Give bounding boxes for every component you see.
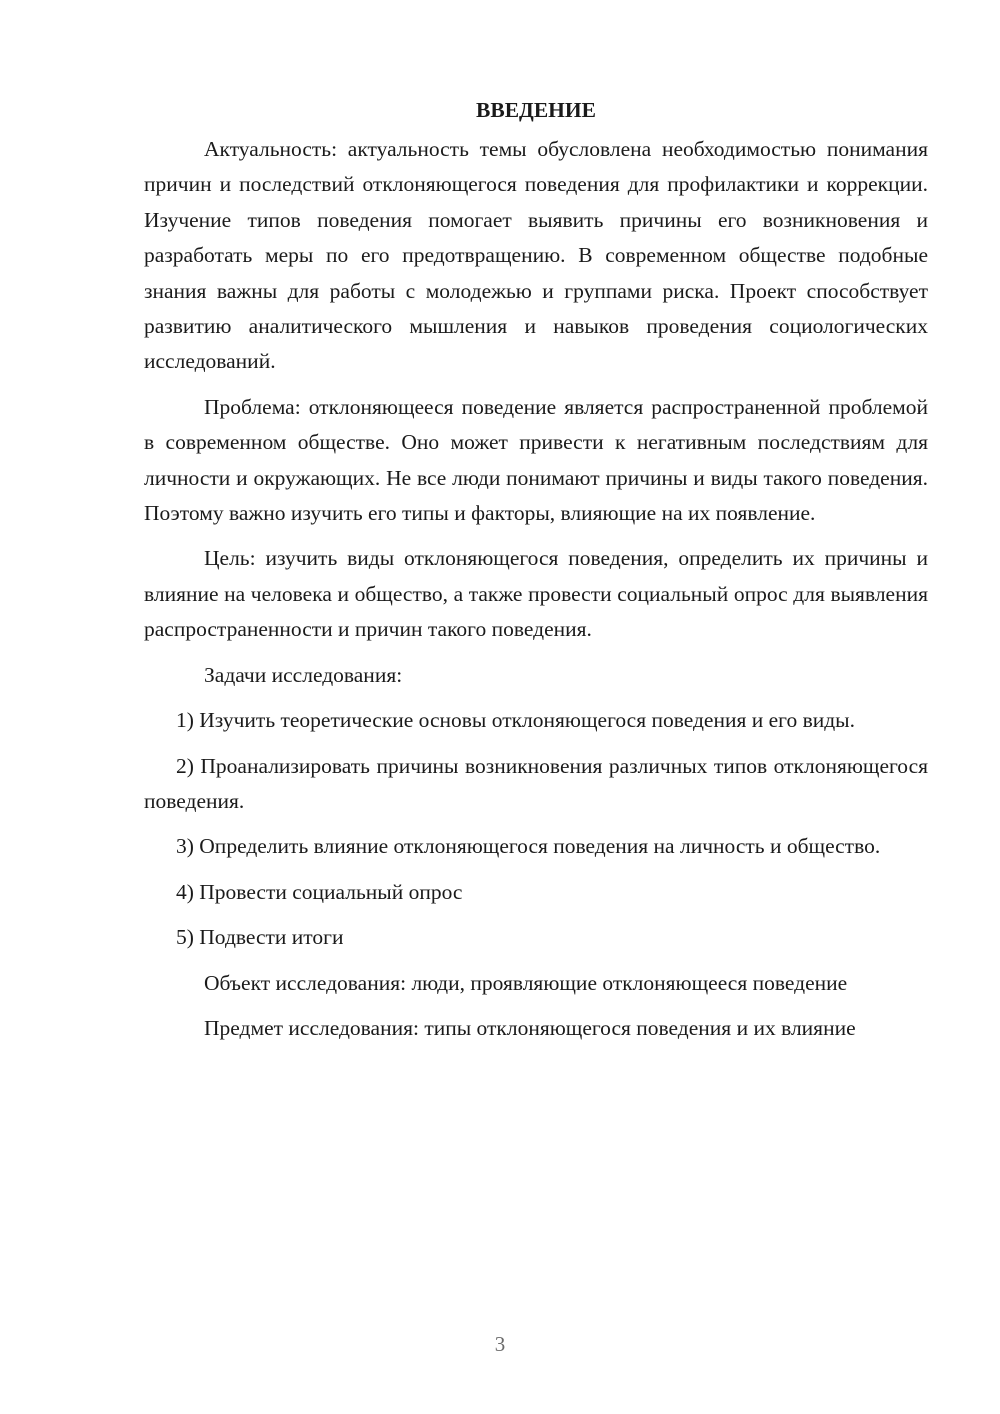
- tasks-heading: Задачи исследования:: [204, 662, 403, 687]
- page-title: ВВЕДЕНИЕ: [476, 98, 596, 122]
- object-paragraph: Объект исследования: люди, проявляющие отклоняющееся поведение: [204, 970, 848, 995]
- goal-paragraph: Цель: изучить виды отклоняющегося поведения, определить их причины и влияние на человека и общество, а также провести социальный опрос для выявления распространенности и причин такого поведения.: [144, 546, 928, 642]
- page-number: 3: [494, 1332, 506, 1356]
- subject-paragraph: Предмет исследования: типы отклоняющегося поведения и их влияние: [204, 1015, 856, 1040]
- task-item: 4) Провести социальный опрос: [176, 879, 463, 904]
- relevance-paragraph: Актуальность: актуальность темы обусловлена необходимостью понимания причин и последствий отклоняющегося поведения для профилактики и коррекции. Изучение типов поведения помогает выявить причины его возникновения и разработать меры по его предотвращению. В современном обществе подобные знания важны для работы с молодежью и группами риска. Проект способствует развитию аналитического мышления и навыков проведения социологических исследований.: [144, 137, 928, 374]
- task-item: 2) Проанализировать причины возникновения различных типов отклоняющегося поведения.: [144, 753, 928, 813]
- task-item: 3) Определить влияние отклоняющегося поведения на личность и общество.: [176, 834, 881, 859]
- document-page: [144, 92, 928, 1056]
- problem-paragraph: Проблема: отклоняющееся поведение является распространенной проблемой в современном обществе. Оно может привести к негативным последствиям для личности и окружающих. Не все люди понимают причины и виды такого поведения. Поэтому важно изучить его типы и факторы, влияющие на их появление.: [144, 394, 928, 526]
- task-item: 1) Изучить теоретические основы отклоняющегося поведения и его виды.: [176, 708, 856, 733]
- task-item: 5) Подвести итоги: [176, 925, 344, 950]
